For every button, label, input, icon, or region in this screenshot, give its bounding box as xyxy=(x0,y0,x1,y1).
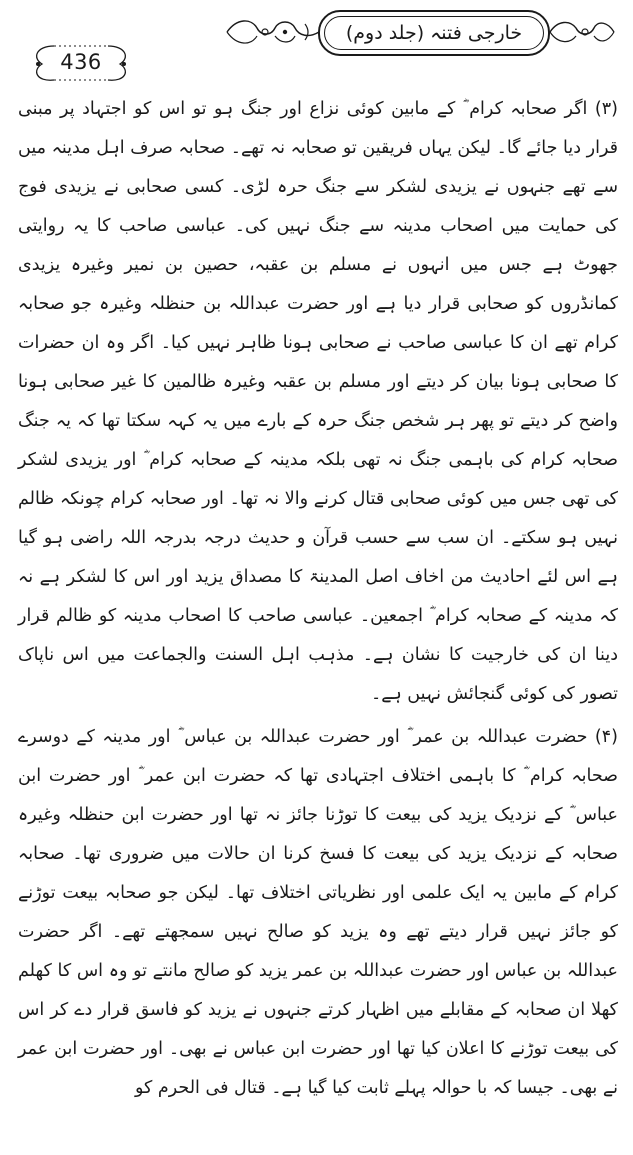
page-number: 436 xyxy=(60,50,102,74)
page-header xyxy=(0,0,633,88)
book-title: خارجی فتنہ (جلد دوم) xyxy=(345,22,523,44)
page-body xyxy=(18,90,618,1108)
right-flourish-ornament xyxy=(548,14,618,50)
book-title-frame xyxy=(318,10,550,56)
paragraph-4: (۴) حضرت عبداللہ بن عمر ؓ اور حضرت عبداللہ بن عباس ؓ اور مدینہ کے دوسرے صحابہ کرام ؓ کا باہمی اختلاف اجتہادی تھا کہ حضرت ابن عمر ؓ اور حضرت ابن عباس ؓ کے نزدیک یزید کی بیعت کا توڑنا جائز نہ تھا اور حضرت ابن حنظلہ وغیرہ صحابہ کے نزدیک یزید کی بیعت کا فسخ کرنا ان حالات میں ضروری تھا۔ صحابہ کرام کے مابین یہ ایک علمی اور نظریاتی اختلاف تھا۔ لیکن جو صحابہ بیعت توڑنے کو جائز نہیں قرار دیتے تھے وہ یزید کو صالح نہیں سمجھتے تھے۔ اگر حضرت عبداللہ بن عباس اور حضرت عبداللہ بن عمر یزید کو صالح مانتے تو وہ اس کا کھلم کھلا ان صحابہ کے مقابلے میں اظہار کرتے جنہوں نے یزید کو فاسق قرار دے کر اس کی بیعت توڑنے کا اعلان کیا تھا اور حضرت ابن عباس نے بھی۔ اور حضرت ابن عمر نے بھی۔ جیسا کہ با حوالہ پہلے ثابت کیا گیا ہے۔ قتال فی الحرم کو xyxy=(18,727,618,1098)
page-number-frame xyxy=(28,38,132,88)
left-flourish-ornament xyxy=(225,14,321,50)
paragraph-3: (۳) اگر صحابہ کرام ؓ کے مابین کوئی نزاع اور جنگ ہو تو اس کو اجتہاد پر مبنی قرار دیا جائے گا۔ لیکن یہاں فریقین تو صحابہ نہ تھے۔ صحابہ صرف اہل مدینہ میں سے تھے جنہوں نے یزیدی لشکر سے جنگ حرہ لڑی۔ کسی صحابی نے یزیدی فوج کی حمایت میں اصحاب مدینہ سے جنگ نہیں کی۔ عباسی صاحب کا یہ روایتی جھوٹ ہے جس میں انہوں نے مسلم بن عقبہ، حصین بن نمیر وغیرہ یزیدی کمانڈروں کو صحابی قرار دیا ہے اور حضرت عبداللہ بن حنظلہ وغیرہ جو صحابہ کرام تھے ان کا عباسی صاحب نے صحابی ہونا ظاہر نہیں کیا۔ اگر وہ ان حضرات کا صحابی ہونا بیان کر دیتے اور مسلم بن عقبہ وغیرہ ظالمین کا غیر صحابی ہونا واضح کر دیتے تو پھر ہر شخص جنگ حرہ کے بارے میں یہ کہہ سکتا تھا کہ یہ جنگ صحابہ کرام کی باہمی جنگ نہ تھی بلکہ مدینہ کے صحابہ کرام ؓ اور یزیدی لشکر کی تھی جس میں کوئی صحابی قتال کرنے والا نہ تھا۔ اور صحابہ کرام چونکہ ظالم نہیں ہو سکتے۔ ان سب سے حسب قرآن و حدیث درجہ بدرجہ اللہ راضی ہو گیا ہے اس لئے احادیث من اخاف اصل المدینۃ کا مصداق یزید اور اس کا لشکر ہے نہ کہ مدینہ کے صحابہ کرام ؓ اجمعین۔ عباسی صاحب کا اصحاب مدینہ کو ظالم قرار دینا ان کی خارجیت کا نشان ہے۔ مذہب اہل السنت والجماعت میں اس ناپاک تصور کی کوئی گنجائش نہیں ہے۔ xyxy=(18,99,618,704)
